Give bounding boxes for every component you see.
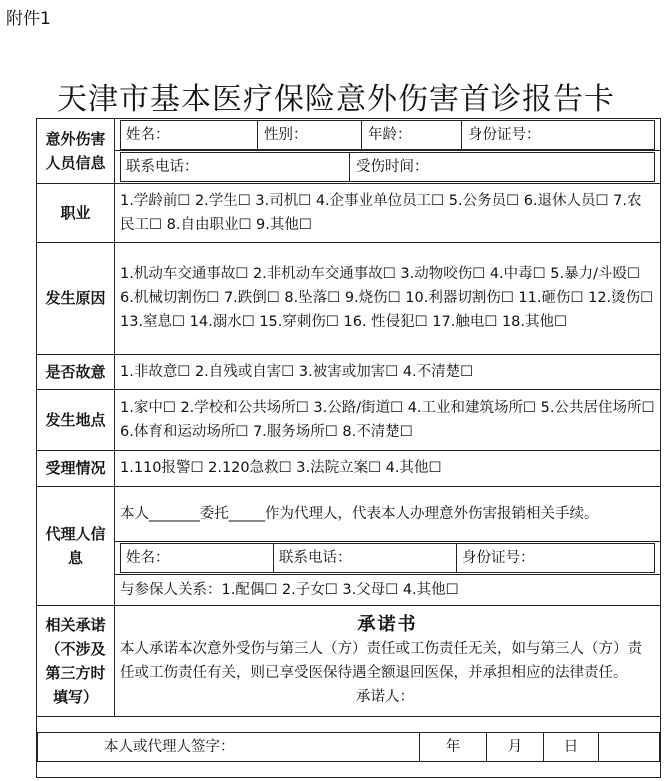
injured-age-field[interactable]: 年龄： — [362, 120, 462, 149]
agent-header: 代理人信息 — [37, 486, 115, 605]
agent-row-3 — [37, 574, 661, 605]
injured-header: 意外伤害人员信息 — [37, 119, 115, 184]
injury-time-field[interactable]: 受伤时间： — [350, 153, 655, 182]
commitment-signer-field[interactable]: 承诺人： — [356, 689, 414, 706]
cause-header: 发生原因 — [37, 242, 115, 354]
injured-gender-field[interactable]: 性别： — [258, 120, 362, 149]
agent-statement[interactable]: 本人_______委托_____作为代理人，代表本人办理意外伤害报销相关手续。 — [115, 486, 661, 542]
agent-phone-field[interactable]: 联系电话： — [274, 543, 457, 572]
occupation-options[interactable]: 1.学龄前☐ 2.学生☐ 3.司机☐ 4.企事业单位员工☐ 5.公务员☐ 6.退休人员☐ 7.农民工☐ 8.自由职业☐ 9.其他☐ — [115, 183, 661, 242]
agent-row-2 — [37, 542, 661, 574]
report-form — [36, 118, 661, 778]
injured-id-field[interactable]: 身份证号： — [462, 120, 655, 149]
date-day[interactable]: 日 — [544, 733, 599, 762]
injured-name-field[interactable]: 姓名： — [121, 120, 258, 149]
page-title: 天津市基本医疗保险意外伤害首诊报告卡 — [57, 82, 615, 117]
location-header: 发生地点 — [37, 390, 115, 451]
agent-relation-options[interactable]: 与参保人关系：1.配偶☐ 2.子女☐ 3.父母☐ 4.其他☐ — [115, 574, 661, 605]
location-row — [37, 390, 661, 451]
date-year[interactable]: 年 — [420, 733, 487, 762]
commitment-row — [37, 606, 661, 717]
date-month[interactable]: 月 — [487, 733, 544, 762]
injured-row-2 — [37, 151, 661, 183]
agent-name-field[interactable]: 姓名： — [121, 543, 274, 572]
commitment-header: 相关承诺（不涉及第三方时填写） — [37, 606, 115, 717]
signature-row — [37, 717, 661, 778]
cause-options[interactable]: 1.机动车交通事故☐ 2.非机动车交通事故☐ 3.动物咬伤☐ 4.中毒☐ 5.暴力/斗殴☐ 6.机械切割伤☐ 7.跌倒☐ 8.坠落☐ 9.烧伤☐ 10.利器切割伤☐ 11.砸伤☐ 12.烫伤☐ 13.窒息☐ 14.溺水☐ 15.穿刺伤☐ 16. 性侵犯☐ 17.触电☐ 18.其他☐ — [115, 242, 661, 354]
agent-id-field[interactable]: 身份证号： — [457, 543, 655, 572]
cause-row — [37, 242, 661, 354]
signature-field[interactable]: 本人或代理人签字： — [38, 733, 420, 762]
agent-row-1 — [37, 486, 661, 542]
commitment-text: 本人承诺本次意外受伤与第三人（方）责任或工伤责任无关，如与第三人（方）责任或工伤责任有关，则已享受医保待遇全额退回医保，并承担相应的法律责任。 — [120, 641, 642, 682]
injured-row-1 — [37, 119, 661, 151]
commitment-title: 承诺书 — [357, 614, 418, 636]
intent-options[interactable]: 1.非故意☐ 2.自残或自害☐ 3.被害或加害☐ 4.不清楚☐ — [115, 354, 661, 390]
intent-header: 是否故意 — [37, 354, 115, 390]
handling-options[interactable]: 1.110报警☐ 2.120急救☐ 3.法院立案☐ 4.其他☐ — [115, 451, 661, 487]
injured-phone-field[interactable]: 联系电话： — [121, 153, 350, 182]
handling-row — [37, 451, 661, 487]
attachment-label: 附件1 — [6, 9, 51, 29]
intent-row — [37, 354, 661, 390]
location-options[interactable]: 1.家中☐ 2.学校和公共场所☐ 3.公路/街道☐ 4.工业和建筑场所☐ 5.公共居住场所☐ 6.体育和运动场所☐ 7.服务场所☐ 8.不清楚☐ — [115, 390, 661, 451]
occupation-header: 职业 — [37, 183, 115, 242]
handling-header: 受理情况 — [37, 451, 115, 487]
occupation-row — [37, 183, 661, 242]
